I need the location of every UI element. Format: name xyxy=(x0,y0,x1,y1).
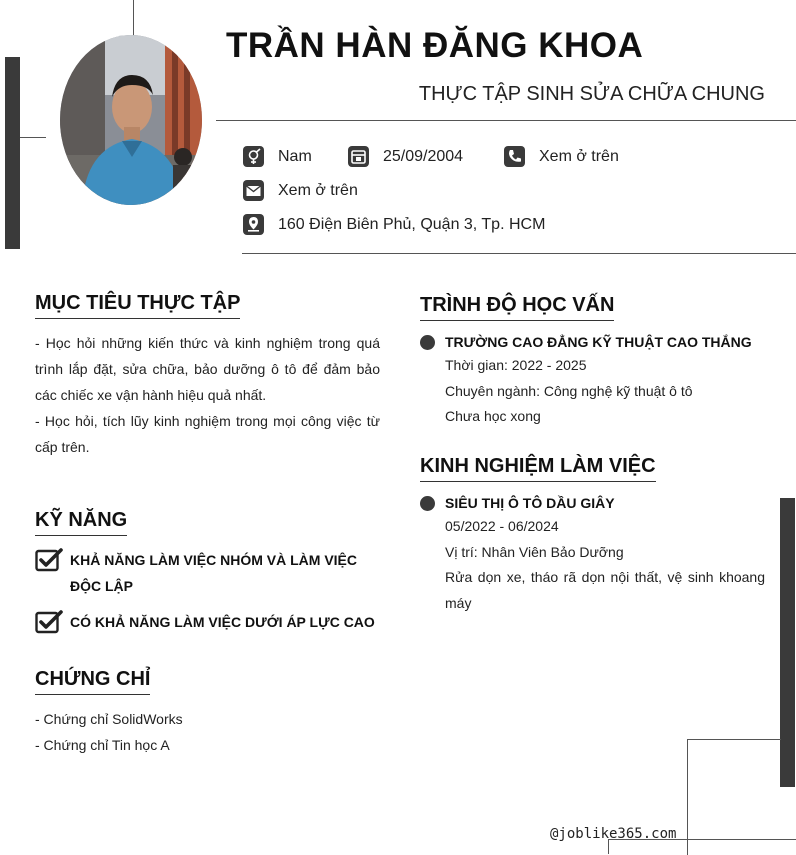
skills-title: KỸ NĂNG xyxy=(35,509,127,536)
list-item xyxy=(35,609,380,635)
candidate-name: TRẦN HÀN ĐĂNG KHOA xyxy=(226,26,644,65)
circle-bullet-icon xyxy=(420,496,435,511)
header-divider xyxy=(216,120,796,121)
experience-position: Vị trí: Nhân Viên Bảo Dưỡng xyxy=(445,543,624,560)
gender-value: Nam xyxy=(278,147,312,165)
calendar-icon xyxy=(348,146,369,167)
skills-list xyxy=(35,547,380,635)
circle-bullet-icon xyxy=(420,335,435,350)
map-pin-icon xyxy=(243,214,264,235)
list-item: - Chứng chỉ SolidWorks xyxy=(35,711,183,727)
certificates-title: CHỨNG CHỈ xyxy=(35,668,150,695)
watermark: @joblike365.com xyxy=(550,826,677,842)
envelope-icon xyxy=(243,180,264,201)
objective-line: - Học hỏi những kiến thức và kinh nghiệm trong quá trình lắp đặt, sửa chữa, bảo dưỡng ô tô để đảm bảo các chiếc xe vận hành hiệu quả nhất. xyxy=(35,335,380,403)
education-details xyxy=(445,353,765,430)
contact-dob xyxy=(348,146,463,167)
decorative-line-top xyxy=(133,0,134,40)
contact-email xyxy=(243,180,358,201)
checkbox-checked-icon xyxy=(35,609,63,635)
certificates-list xyxy=(35,706,380,758)
experience-title: KINH NGHIỆM LÀM VIỆC xyxy=(420,455,656,482)
job-title: THỰC TẬP SINH SỬA CHỮA CHUNG xyxy=(418,83,765,105)
gender-icon xyxy=(243,146,264,167)
education-major: Chuyên ngành: Công nghệ kỹ thuật ô tô xyxy=(445,382,693,399)
objective-line: - Học hỏi, tích lũy kinh nghiệm trong mọi công việc từ cấp trên. xyxy=(35,413,380,455)
list-item xyxy=(35,547,380,599)
contact-address xyxy=(243,214,545,235)
decorative-bar-right xyxy=(780,498,795,787)
objective-title: MỤC TIÊU THỰC TẬP xyxy=(35,292,240,319)
decorative-corner-box xyxy=(687,739,781,855)
company-name: SIÊU THỊ Ô TÔ DẦU GIÂY xyxy=(445,495,615,511)
objective-text xyxy=(35,330,380,460)
education-time: Thời gian: 2022 - 2025 xyxy=(445,357,587,373)
education-title: TRÌNH ĐỘ HỌC VẤN xyxy=(420,294,614,321)
contact-divider xyxy=(242,253,796,254)
school-name: TRƯỜNG CAO ĐẲNG KỸ THUẬT CAO THẮNG xyxy=(445,334,752,350)
experience-period: 05/2022 - 06/2024 xyxy=(445,518,559,534)
decorative-line-left xyxy=(20,137,46,138)
phone-icon xyxy=(504,146,525,167)
education-status: Chưa học xong xyxy=(445,408,541,424)
skill-label: CÓ KHẢ NĂNG LÀM VIỆC DƯỚI ÁP LỰC CAO xyxy=(70,614,375,630)
decorative-bar-left xyxy=(5,57,20,249)
email-value: Xem ở trên xyxy=(278,181,358,199)
checkbox-checked-icon xyxy=(35,547,63,573)
phone-value: Xem ở trên xyxy=(539,147,619,165)
address-value: 160 Điện Biên Phủ, Quận 3, Tp. HCM xyxy=(278,215,546,233)
contact-gender xyxy=(243,146,312,167)
list-item: - Chứng chỉ Tin học A xyxy=(35,737,170,753)
experience-description: Rửa dọn xe, tháo rã dọn nội thất, vệ sinh khoang máy xyxy=(445,569,765,611)
experience-details xyxy=(445,514,765,616)
contact-phone xyxy=(504,146,619,167)
skill-label: KHẢ NĂNG LÀM VIỆC NHÓM VÀ LÀM VIỆC ĐỘC LẬP xyxy=(70,552,357,594)
dob-value: 25/09/2004 xyxy=(383,147,464,165)
avatar xyxy=(60,35,202,205)
